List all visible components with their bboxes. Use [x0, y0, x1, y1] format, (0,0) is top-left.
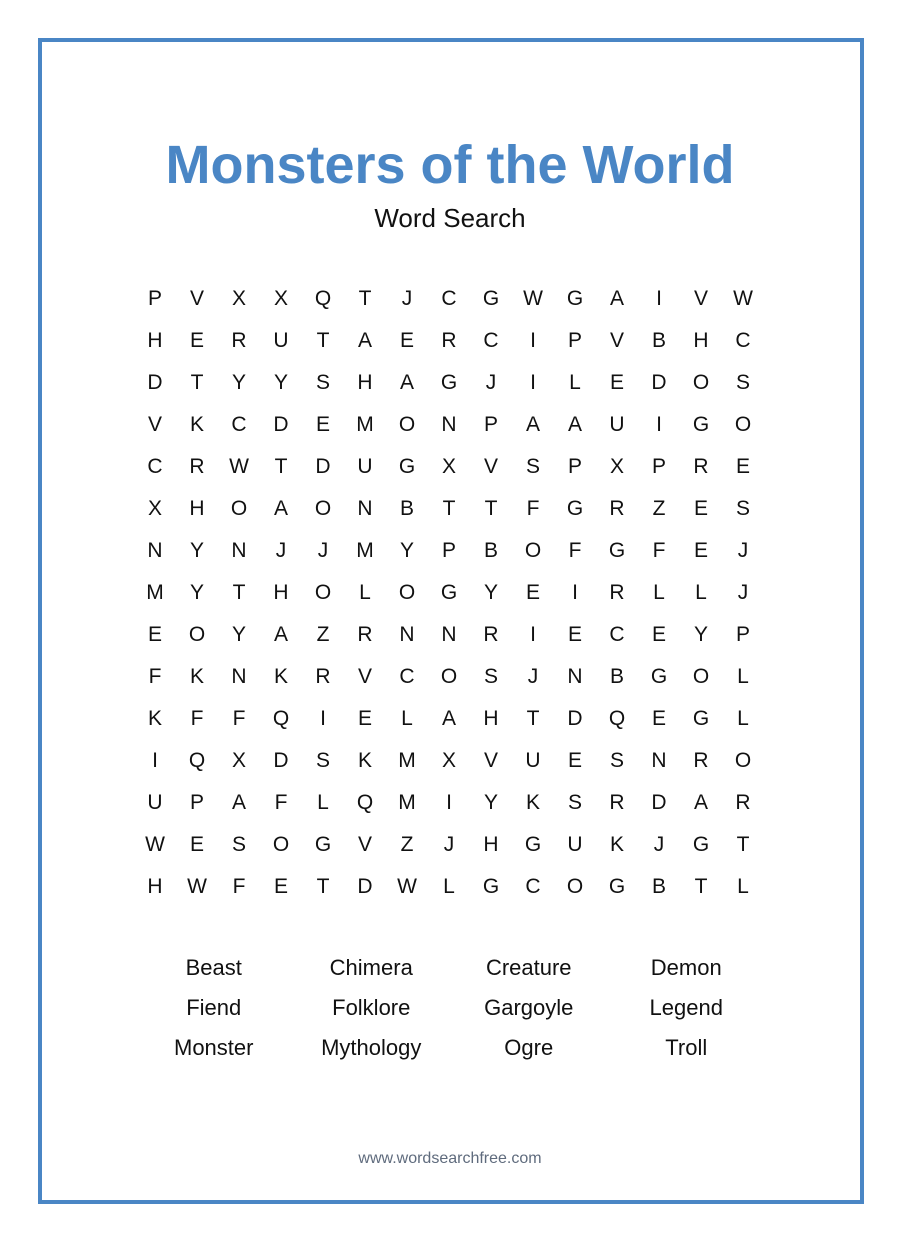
grid-letter: I	[656, 287, 662, 310]
grid-letter: O	[566, 875, 584, 898]
grid-letter: T	[274, 455, 288, 478]
grid-letter: O	[524, 539, 542, 562]
grid-letter: P	[441, 539, 456, 562]
word-list-item: Demon	[650, 955, 722, 980]
grid-letter: V	[147, 413, 162, 436]
grid-letter: I	[656, 413, 662, 436]
grid-letter: X	[273, 287, 288, 310]
grid-letter: Y	[483, 581, 498, 604]
grid-letter: V	[693, 287, 708, 310]
grid-letter: B	[651, 875, 666, 898]
footer-url: www.wordsearchfree.com	[358, 1150, 542, 1167]
grid-letter: Y	[693, 623, 708, 646]
grid-letter: A	[567, 413, 582, 436]
grid-letter: A	[441, 707, 456, 730]
grid-letter: K	[189, 665, 204, 688]
word-list-item: Creature	[485, 955, 572, 980]
grid-letter: J	[275, 539, 287, 562]
letter-grid	[134, 278, 764, 908]
grid-letter: R	[735, 791, 751, 814]
grid-letter: H	[357, 371, 373, 394]
grid-letter: E	[189, 833, 204, 856]
grid-letter: U	[147, 791, 163, 814]
grid-letter: T	[736, 833, 750, 856]
grid-letter: O	[440, 665, 458, 688]
grid-letter: J	[527, 665, 539, 688]
grid-letter: G	[608, 539, 626, 562]
grid-letter: C	[441, 287, 457, 310]
word-list-item: Chimera	[329, 955, 413, 980]
grid-letter: O	[398, 413, 416, 436]
grid-letter: L	[653, 581, 665, 604]
grid-letter: Z	[400, 833, 414, 856]
grid-letter: E	[147, 623, 162, 646]
grid-letter: C	[483, 329, 499, 352]
page-subtitle: Word Search	[374, 203, 526, 233]
grid-letter: J	[485, 371, 497, 394]
grid-letter: O	[188, 623, 206, 646]
grid-letter: Y	[483, 791, 498, 814]
grid-letter: H	[147, 875, 163, 898]
grid-letter: O	[398, 581, 416, 604]
grid-letter: E	[567, 623, 582, 646]
grid-letter: Y	[189, 539, 204, 562]
grid-letter: N	[231, 665, 247, 688]
grid-letter: M	[146, 581, 164, 604]
grid-letter: A	[693, 791, 708, 814]
grid-letter: V	[357, 833, 372, 856]
grid-letter: R	[315, 665, 331, 688]
grid-letter: P	[567, 455, 582, 478]
grid-letter: D	[147, 371, 163, 394]
grid-letter: A	[399, 371, 414, 394]
grid-letter: R	[609, 497, 625, 520]
page-title: Monsters of the World	[165, 135, 735, 195]
grid-letter: S	[483, 665, 498, 688]
grid-letter: G	[650, 665, 668, 688]
grid-letter: U	[273, 329, 289, 352]
grid-letter: T	[358, 287, 372, 310]
grid-letter: E	[273, 875, 288, 898]
grid-letter: D	[651, 371, 667, 394]
grid-letter: E	[609, 371, 624, 394]
grid-letter: T	[442, 497, 456, 520]
grid-letter: N	[651, 749, 667, 772]
grid-letter: V	[189, 287, 204, 310]
grid-letter: C	[525, 875, 541, 898]
grid-letter: J	[737, 581, 749, 604]
grid-letter: T	[484, 497, 498, 520]
grid-letter: F	[652, 539, 666, 562]
grid-letter: S	[525, 455, 540, 478]
grid-letter: G	[566, 497, 584, 520]
grid-letter: K	[357, 749, 372, 772]
grid-letter: K	[273, 665, 288, 688]
word-list-item: Mythology	[321, 1035, 422, 1060]
grid-letter: A	[273, 623, 288, 646]
grid-letter: M	[356, 539, 374, 562]
grid-letter: B	[399, 497, 414, 520]
grid-letter: E	[399, 329, 414, 352]
grid-letter: T	[526, 707, 540, 730]
grid-letter: Y	[231, 623, 246, 646]
grid-letter: E	[357, 707, 372, 730]
grid-letter: X	[609, 455, 624, 478]
grid-letter: G	[482, 287, 500, 310]
grid-letter: W	[397, 875, 417, 898]
grid-letter: H	[189, 497, 205, 520]
grid-letter: G	[314, 833, 332, 856]
grid-letter: Y	[273, 371, 288, 394]
grid-letter: E	[693, 497, 708, 520]
grid-letter: M	[398, 791, 416, 814]
grid-letter: D	[315, 455, 331, 478]
grid-letter: D	[651, 791, 667, 814]
grid-letter: N	[399, 623, 415, 646]
grid-letter: G	[440, 371, 458, 394]
grid-letter: Y	[189, 581, 204, 604]
grid-letter: N	[231, 539, 247, 562]
grid-letter: P	[567, 329, 582, 352]
grid-letter: I	[320, 707, 326, 730]
grid-letter: L	[443, 875, 455, 898]
grid-letter: A	[525, 413, 540, 436]
grid-letter: G	[524, 833, 542, 856]
grid-letter: H	[693, 329, 709, 352]
grid-letter: G	[692, 833, 710, 856]
grid-letter: I	[530, 329, 536, 352]
grid-letter: W	[229, 455, 249, 478]
grid-letter: O	[692, 371, 710, 394]
grid-letter: L	[737, 875, 749, 898]
grid-letter: O	[230, 497, 248, 520]
grid-letter: W	[733, 287, 753, 310]
grid-letter: G	[398, 455, 416, 478]
word-list-item: Folklore	[332, 995, 411, 1020]
grid-letter: O	[734, 413, 752, 436]
grid-letter: F	[526, 497, 540, 520]
grid-letter: I	[152, 749, 158, 772]
grid-letter: G	[440, 581, 458, 604]
grid-letter: X	[147, 497, 162, 520]
grid-letter: R	[231, 329, 247, 352]
grid-letter: T	[232, 581, 246, 604]
grid-letter: B	[609, 665, 624, 688]
grid-letter: H	[483, 833, 499, 856]
grid-letter: R	[189, 455, 205, 478]
grid-letter: J	[443, 833, 455, 856]
grid-letter: C	[231, 413, 247, 436]
grid-letter: V	[357, 665, 372, 688]
grid-letter: R	[693, 749, 709, 772]
grid-letter: T	[316, 329, 330, 352]
grid-letter: O	[692, 665, 710, 688]
grid-letter: E	[189, 329, 204, 352]
grid-letter: I	[446, 791, 452, 814]
grid-letter: G	[692, 707, 710, 730]
grid-letter: I	[530, 371, 536, 394]
word-list-item: Fiend	[186, 995, 242, 1020]
grid-letter: R	[693, 455, 709, 478]
grid-letter: N	[441, 623, 457, 646]
grid-letter: C	[609, 623, 625, 646]
grid-letter: L	[569, 371, 581, 394]
grid-letter: G	[566, 287, 584, 310]
grid-letter: E	[651, 623, 666, 646]
grid-letter: S	[567, 791, 582, 814]
grid-letter: F	[568, 539, 582, 562]
grid-letter: R	[357, 623, 373, 646]
grid-letter: D	[273, 749, 289, 772]
grid-letter: L	[359, 581, 371, 604]
grid-letter: O	[314, 581, 332, 604]
grid-letter: U	[567, 833, 583, 856]
grid-letter: P	[147, 287, 162, 310]
grid-letter: F	[274, 791, 288, 814]
grid-letter: V	[483, 455, 498, 478]
grid-letter: V	[483, 749, 498, 772]
grid-letter: J	[401, 287, 413, 310]
grid-letter: X	[231, 287, 246, 310]
grid-letter: F	[190, 707, 204, 730]
grid-letter: Q	[314, 287, 332, 310]
grid-letter: E	[315, 413, 330, 436]
grid-letter: P	[483, 413, 498, 436]
grid-letter: W	[187, 875, 207, 898]
grid-letter: Q	[272, 707, 290, 730]
grid-letter: B	[483, 539, 498, 562]
grid-letter: N	[147, 539, 163, 562]
grid-letter: A	[609, 287, 624, 310]
grid-letter: P	[735, 623, 750, 646]
word-list-item: Troll	[665, 1035, 708, 1060]
grid-letter: T	[190, 371, 204, 394]
grid-letter: S	[231, 833, 246, 856]
grid-letter: X	[441, 455, 456, 478]
grid-letter: D	[357, 875, 373, 898]
grid-letter: Y	[231, 371, 246, 394]
grid-letter: L	[737, 707, 749, 730]
grid-letter: V	[609, 329, 624, 352]
grid-letter: A	[273, 497, 288, 520]
grid-letter: X	[441, 749, 456, 772]
grid-letter: R	[609, 581, 625, 604]
grid-letter: J	[317, 539, 329, 562]
grid-letter: G	[608, 875, 626, 898]
grid-letter: J	[653, 833, 665, 856]
grid-letter: D	[273, 413, 289, 436]
grid-letter: L	[737, 665, 749, 688]
grid-letter: E	[735, 455, 750, 478]
grid-letter: L	[695, 581, 707, 604]
grid-letter: N	[357, 497, 373, 520]
grid-letter: H	[147, 329, 163, 352]
grid-letter: R	[609, 791, 625, 814]
grid-letter: F	[232, 707, 246, 730]
grid-letter: K	[147, 707, 162, 730]
grid-letter: M	[398, 749, 416, 772]
grid-letter: O	[314, 497, 332, 520]
grid-letter: L	[317, 791, 329, 814]
grid-letter: S	[735, 371, 750, 394]
grid-letter: C	[399, 665, 415, 688]
grid-letter: K	[189, 413, 204, 436]
grid-letter: H	[273, 581, 289, 604]
word-list-item: Gargoyle	[484, 995, 574, 1020]
grid-letter: W	[523, 287, 543, 310]
grid-letter: Z	[316, 623, 330, 646]
grid-letter: S	[735, 497, 750, 520]
grid-letter: A	[231, 791, 246, 814]
grid-letter: R	[441, 329, 457, 352]
grid-letter: P	[651, 455, 666, 478]
grid-letter: S	[315, 749, 330, 772]
grid-letter: U	[357, 455, 373, 478]
word-list-item: Legend	[649, 995, 723, 1020]
grid-letter: E	[525, 581, 540, 604]
grid-letter: B	[651, 329, 666, 352]
word-list-item: Ogre	[504, 1035, 554, 1060]
grid-letter: J	[737, 539, 749, 562]
grid-letter: O	[272, 833, 290, 856]
grid-letter: S	[609, 749, 624, 772]
word-list	[135, 948, 765, 1068]
grid-letter: C	[147, 455, 163, 478]
grid-letter: K	[525, 791, 540, 814]
grid-letter: E	[567, 749, 582, 772]
grid-letter: Y	[399, 539, 414, 562]
grid-letter: Q	[188, 749, 206, 772]
grid-letter: N	[567, 665, 583, 688]
word-list-item: Monster	[174, 1035, 254, 1060]
grid-letter: I	[572, 581, 578, 604]
grid-letter: W	[145, 833, 165, 856]
grid-letter: E	[693, 539, 708, 562]
grid-letter: O	[734, 749, 752, 772]
grid-letter: R	[483, 623, 499, 646]
grid-letter: Q	[608, 707, 626, 730]
grid-letter: Q	[356, 791, 374, 814]
grid-letter: G	[692, 413, 710, 436]
grid-letter: E	[651, 707, 666, 730]
grid-letter: T	[316, 875, 330, 898]
grid-letter: A	[357, 329, 372, 352]
grid-letter: X	[231, 749, 246, 772]
grid-letter: L	[401, 707, 413, 730]
grid-letter: G	[482, 875, 500, 898]
word-list-item: Beast	[185, 955, 242, 980]
grid-letter: N	[441, 413, 457, 436]
grid-letter: F	[148, 665, 162, 688]
grid-letter: S	[315, 371, 330, 394]
grid-letter: D	[567, 707, 583, 730]
grid-letter: M	[356, 413, 374, 436]
grid-letter: T	[694, 875, 708, 898]
grid-letter: Z	[652, 497, 666, 520]
grid-letter: K	[609, 833, 624, 856]
grid-letter: C	[735, 329, 751, 352]
grid-letter: F	[232, 875, 246, 898]
grid-letter: I	[530, 623, 536, 646]
grid-letter: U	[525, 749, 541, 772]
grid-letter: H	[483, 707, 499, 730]
grid-letter: U	[609, 413, 625, 436]
grid-letter: P	[189, 791, 204, 814]
